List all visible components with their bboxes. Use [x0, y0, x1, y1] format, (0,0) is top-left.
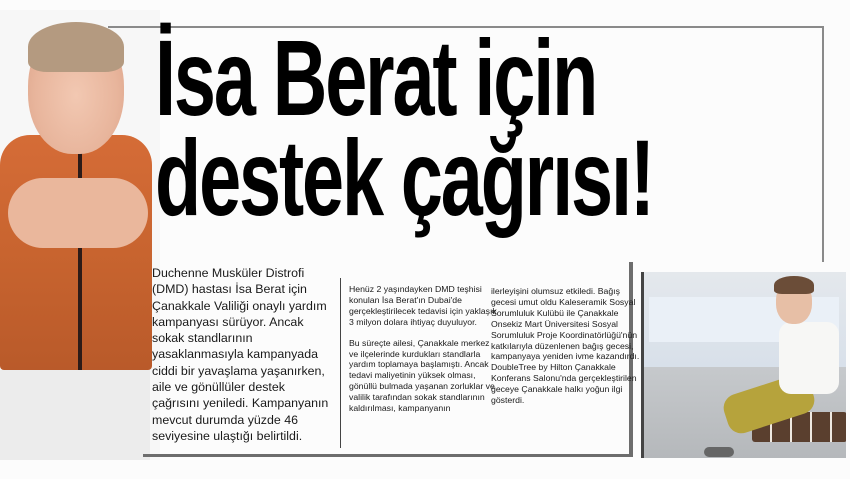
child-shoe: [704, 447, 734, 457]
white-pants: [0, 370, 150, 460]
paragraph: ilerleyişini olumsuz etkiledi. Bağış gecesi umut oldu Kaleseramik Sosyal Sorumluluk Kulübü ile Çanakkale Onsekiz Mart Üniversitesi Sosyal Sorumluluk Proje Koordinatörlüğü'nün katkılarıyla düzenlenen bağış gecesi, kampanyaya yeniden ivme kazandırdı. DoubleTree by Hilton Çanakkale Konferans Salonu'nda gerçekleştirilen geceye Çanakkale halkı yoğun ilgi gösterdi.: [491, 286, 640, 406]
column-divider: [340, 278, 341, 448]
headline: [155, 17, 653, 238]
article-lead: Duchenne Musküler Distrofi (DMD) hastası İsa Berat için Çanakkale Valiliği onaylı yardım kampanyası sürüyor. Ancak sokak standlarının yasaklanmasıyla kampanyada ciddi bir yavaşlama yaşanırken, aile ve gönüllüler destek çağrısını yeniledi. Kampanyanın mevcut durumda yüzde 46 seviyesine ulaştığı belirtildi.: [152, 266, 329, 443]
headline-line-1: İsa Berat için: [155, 17, 597, 138]
side-child-bench-photo: [641, 272, 846, 458]
paragraph: Henüz 2 yaşındayken DMD teşhisi konulan İsa Berat'ın Dubai'de gerçekleştirilecek tedavisi için yaklaşık 3 milyon dolara ihtiyaç duyuluyor.: [349, 284, 497, 327]
headline-line-2: destek çağrısı!: [155, 117, 653, 238]
white-shirt: [779, 322, 839, 394]
article-column-3: [491, 286, 641, 406]
child-hair: [774, 276, 814, 294]
article-column-2: [349, 284, 499, 414]
paragraph: Bu süreçte ailesi, Çanakkale merkez ve ilçelerinde kurdukları standlarla yardım toplamaya başlamıştı. Ancak tedavi maliyetinin yüksek olması, gönüllü bulmada yaşanan zorluklar ve valilik tarafından sokak standlarının kaldırılması, kampanyanın: [349, 337, 495, 414]
